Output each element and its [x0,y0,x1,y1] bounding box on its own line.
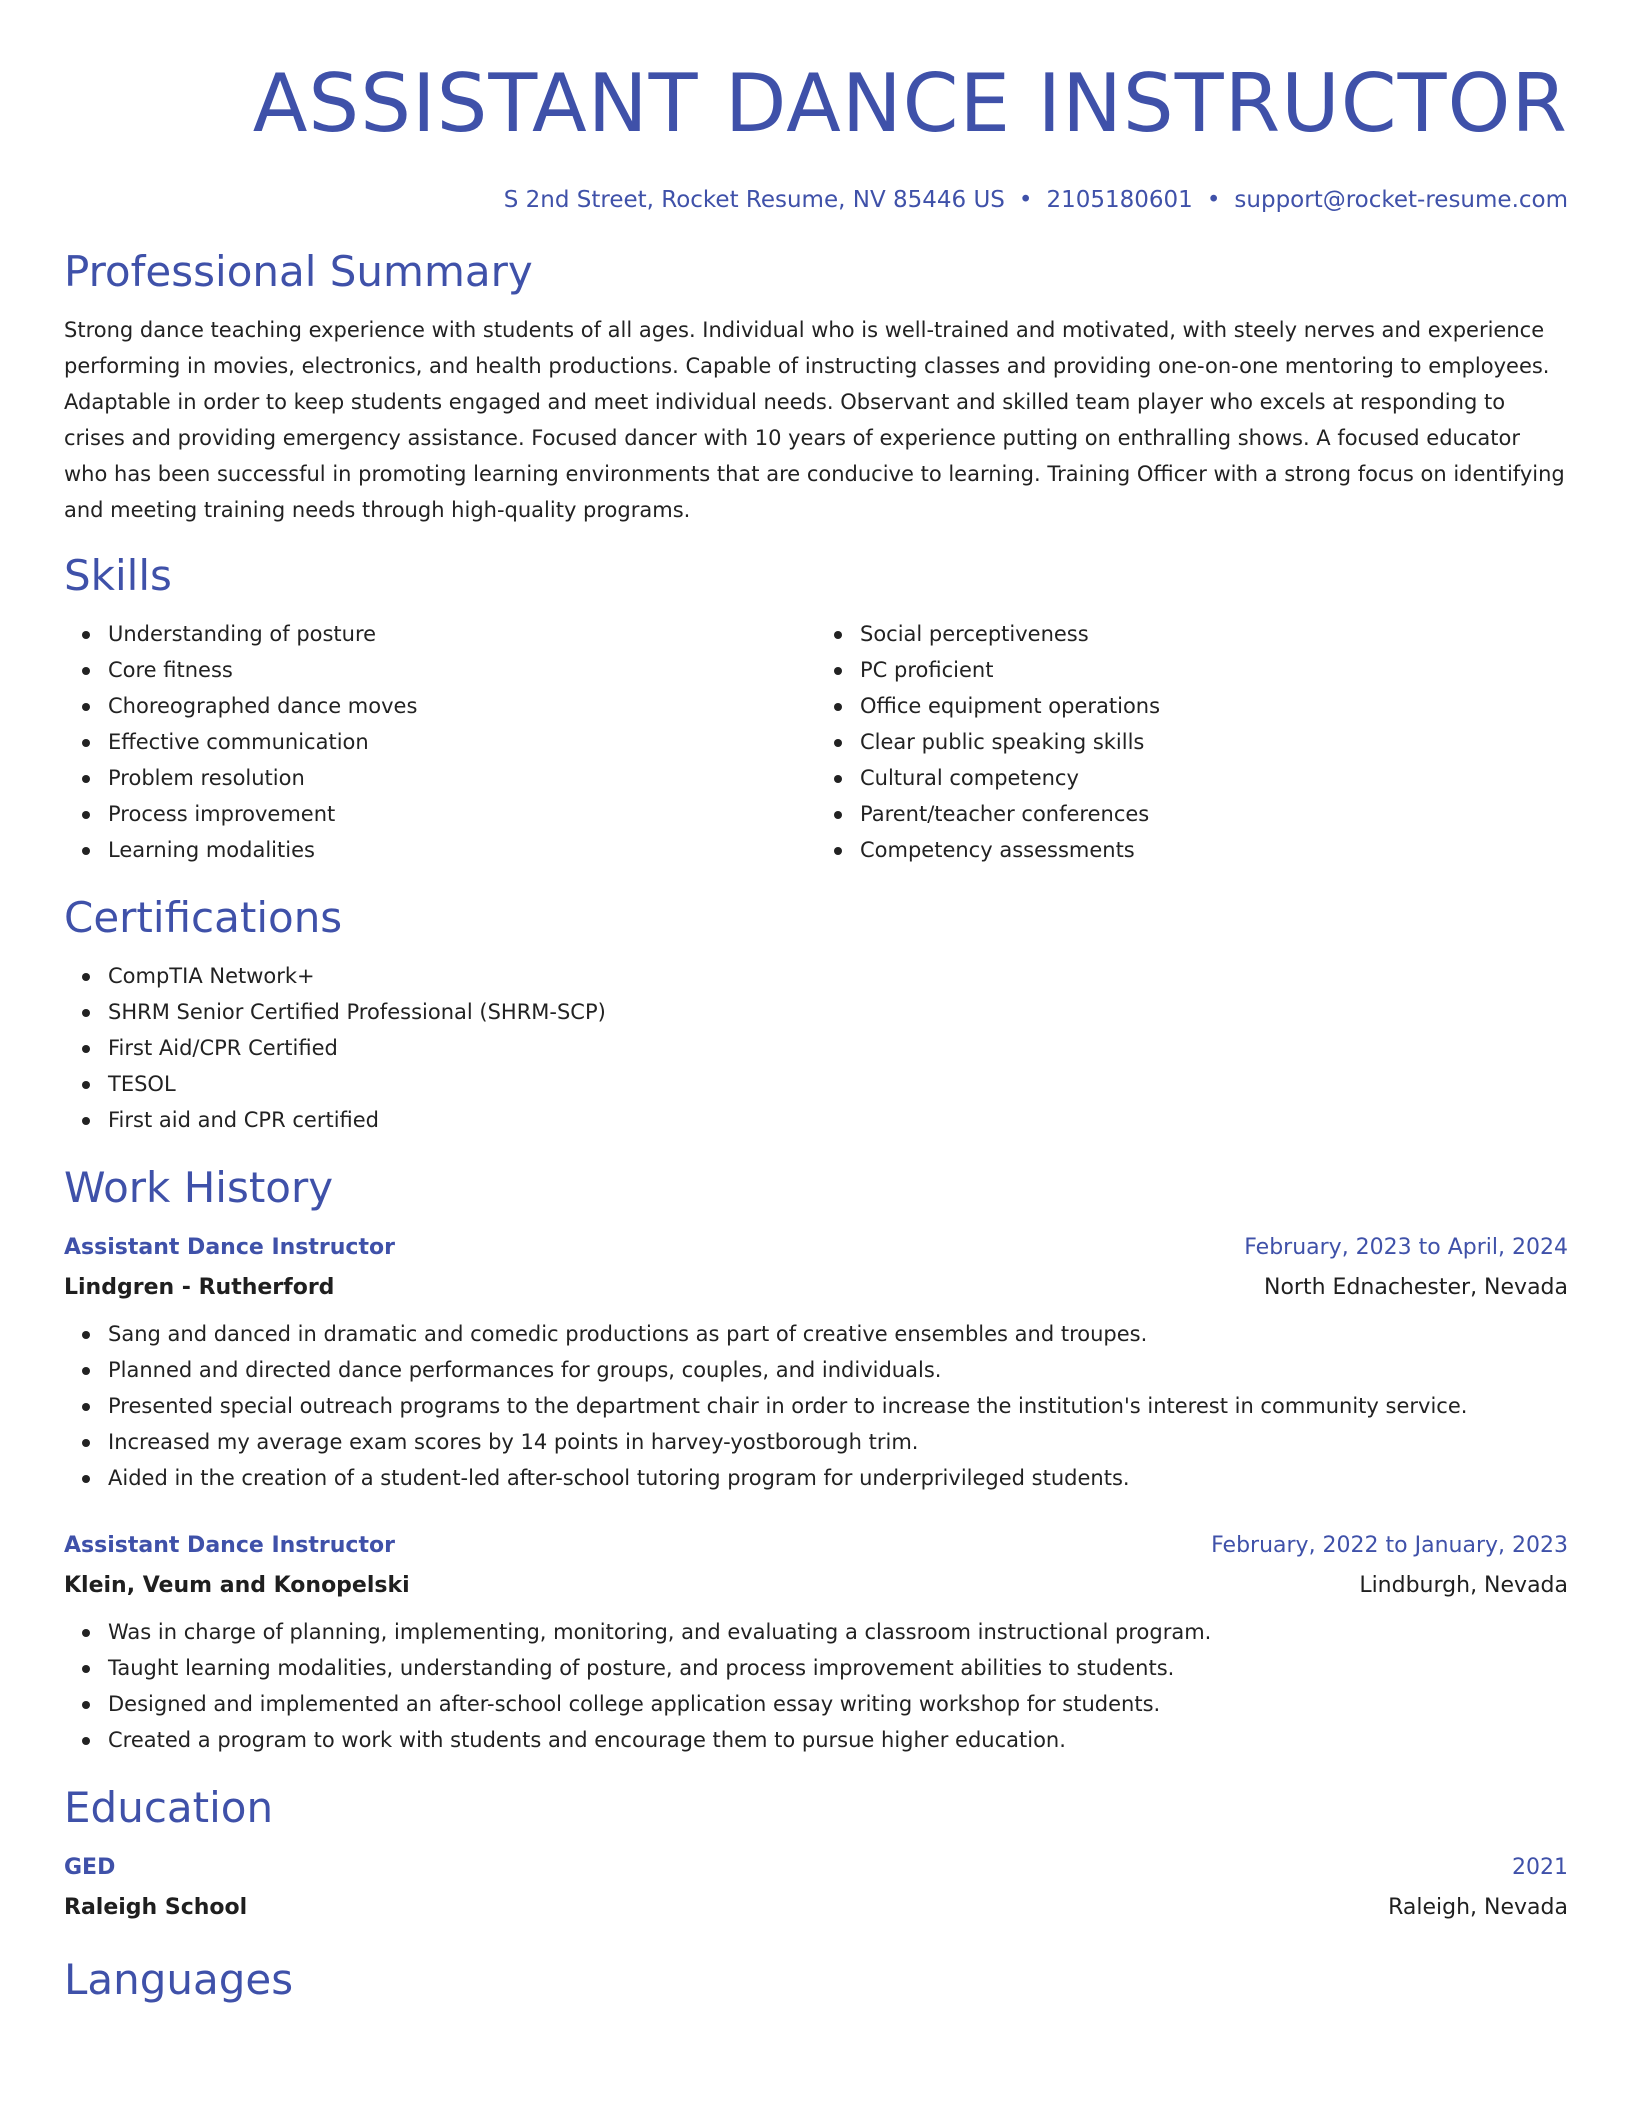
job-entry [64,1526,1568,1758]
certifications-title: Certifications [64,893,343,942]
job-bullet: Planned and directed dance performances for groups, couples, and individuals. [108,1352,1568,1388]
contact-separator: • [1018,187,1033,213]
contact-separator: • [1206,187,1221,213]
skill-item: Choreographed dance moves [108,688,816,724]
work-history-title: Work History [64,1163,334,1212]
skills-section [64,548,1568,868]
job-entry [64,1228,1568,1496]
skill-item: Core fitness [108,652,816,688]
certification-item: SHRM Senior Certified Professional (SHRM-SCP) [108,994,1568,1030]
summary-title: Professional Summary [64,247,533,296]
education-title: Education [64,1783,274,1832]
skill-item: Effective communication [108,724,816,760]
skill-item: Parent/teacher conferences [860,796,1568,832]
certification-item: CompTIA Network+ [108,958,1568,994]
skill-item: Competency assessments [860,832,1568,868]
job-bullet: Aided in the creation of a student-led after-school tutoring program for underprivileged students. [108,1460,1568,1496]
skills-columns [64,616,1568,868]
job-bullet: Sang and danced in dramatic and comedic productions as part of creative ensembles and troupes. [108,1316,1568,1352]
skills-column-right [816,616,1568,868]
languages-section [64,1952,1568,2008]
education-year: 2021 [1512,1855,1568,1880]
job-bullet: Taught learning modalities, understanding of posture, and process improvement abilities to students. [108,1650,1568,1686]
skill-item: Cultural competency [860,760,1568,796]
job-dates: February, 2023 to April, 2024 [1244,1235,1568,1260]
skill-item: Process improvement [108,796,816,832]
skill-item: Understanding of posture [108,616,816,652]
skill-item: Social perceptiveness [860,616,1568,652]
job-employer: Lindgren - Rutherford [64,1275,335,1300]
skills-column-left [64,616,816,868]
languages-title: Languages [64,1955,294,2004]
job-location: Lindburgh, Nevada [1359,1573,1568,1598]
job-title: Assistant Dance Instructor [64,1235,395,1260]
resume-name-heading: ASSISTANT DANCE INSTRUCTOR [252,57,1568,150]
education-degree: GED [64,1855,116,1880]
work-history-section [64,1160,1568,1758]
job-title: Assistant Dance Instructor [64,1533,395,1558]
skill-item: Clear public speaking skills [860,724,1568,760]
skills-title: Skills [64,551,172,600]
education-entry [64,1848,1568,1928]
contact-address: S 2nd Street, Rocket Resume, NV 85446 US [503,187,1005,213]
job-dates: February, 2022 to January, 2023 [1211,1533,1568,1558]
skill-item: PC proficient [860,652,1568,688]
summary-text: Strong dance teaching experience with students of all ages. Individual who is well-trained and motivated, with steely nerves and experience performing in movies, electronics, and health productions. Capable of instructing classes and providing one-on-one mentoring to employees. Adaptable in order to keep students engaged and meet individual needs. Observant and skilled team player who excels at responding to crises and providing emergency assistance. Focused dancer with 10 years of experience putting on enthralling shows. A focused educator who has been successful in promoting learning environments that are conducive to learning. Training Officer with a strong focus on identifying and meeting training needs through high-quality programs. [64,318,1565,522]
job-bullet: Increased my average exam scores by 14 points in harvey-yostborough trim. [108,1424,1568,1460]
job-employer: Klein, Veum and Konopelski [64,1573,410,1598]
job-location: North Ednachester, Nevada [1264,1275,1568,1300]
contact-line [64,184,1568,216]
education-school: Raleigh School [64,1895,248,1920]
contact-phone: 2105180601 [1046,187,1193,213]
summary-section [64,244,1568,528]
job-bullet: Created a program to work with students and encourage them to pursue higher education. [108,1722,1568,1758]
contact-email: support@rocket-resume.com [1234,187,1568,213]
skill-item: Learning modalities [108,832,816,868]
skill-item: Office equipment operations [860,688,1568,724]
certifications-section [64,890,1568,1138]
skill-item: Problem resolution [108,760,816,796]
certification-item: First aid and CPR certified [108,1102,1568,1138]
education-section [64,1780,1568,1928]
education-location: Raleigh, Nevada [1388,1895,1568,1920]
job-bullet: Presented special outreach programs to the department chair in order to increase the institution's interest in community service. [108,1388,1568,1424]
job-bullet: Designed and implemented an after-school college application essay writing workshop for students. [108,1686,1568,1722]
job-bullet: Was in charge of planning, implementing, monitoring, and evaluating a classroom instructional program. [108,1614,1568,1650]
certification-item: First Aid/CPR Certified [108,1030,1568,1066]
certification-item: TESOL [108,1066,1568,1102]
